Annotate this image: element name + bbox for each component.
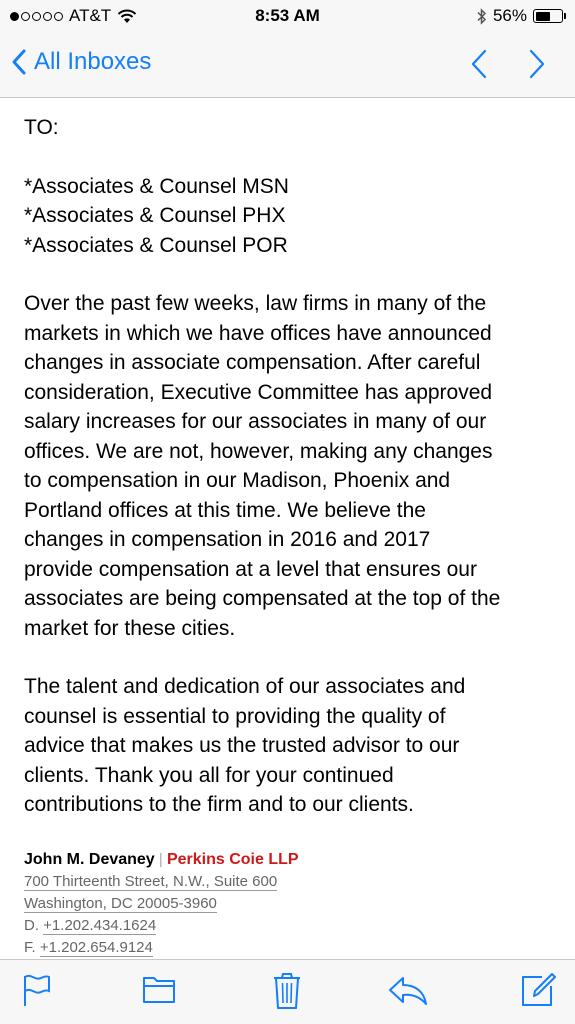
flag-icon bbox=[22, 972, 52, 1008]
reply-button[interactable] bbox=[388, 972, 428, 1013]
battery-level-fill bbox=[536, 12, 550, 21]
body-paragraph-1 bbox=[24, 289, 551, 643]
reply-icon bbox=[388, 972, 428, 1008]
body-line: markets in which we have offices have announced bbox=[24, 321, 492, 345]
body-line: clients. Thank you all for your continued bbox=[24, 763, 394, 787]
signature-header bbox=[24, 849, 551, 871]
body-line: market for these cities. bbox=[24, 616, 236, 640]
chevron-left-icon bbox=[12, 49, 26, 75]
battery-percent: 56% bbox=[492, 6, 527, 25]
back-button[interactable] bbox=[12, 48, 151, 76]
compose-button[interactable] bbox=[520, 972, 556, 1013]
status-bar bbox=[0, 0, 575, 34]
chevron-right-icon bbox=[528, 48, 546, 80]
fax-link[interactable]: F. +1.202.654.9124 bbox=[24, 938, 153, 956]
to-label: TO: bbox=[24, 116, 59, 139]
phone-link[interactable]: D. +1.202.434.1624 bbox=[24, 916, 157, 934]
body-line: salary increases for our associates in many of our bbox=[24, 410, 487, 433]
signature-separator: | bbox=[158, 850, 163, 868]
folder-icon bbox=[142, 972, 176, 1006]
flag-button[interactable] bbox=[22, 972, 52, 1013]
body-paragraph-2 bbox=[24, 672, 551, 820]
chevron-left-icon bbox=[470, 48, 488, 80]
email-signature bbox=[24, 849, 551, 971]
bluetooth-icon bbox=[477, 8, 487, 25]
bottom-toolbar bbox=[0, 959, 575, 1024]
body-line: associates are being compensated at the top of the bbox=[24, 587, 501, 610]
signature-firm: Perkins Coie LLP bbox=[166, 850, 299, 868]
next-message-button[interactable] bbox=[528, 48, 546, 85]
recipient: *Associates & Counsel POR bbox=[24, 233, 288, 257]
recipient: *Associates & Counsel MSN bbox=[24, 174, 289, 198]
trash-button[interactable] bbox=[272, 972, 302, 1015]
body-line: changes in associate compensation. After careful bbox=[24, 351, 481, 374]
email-body[interactable] bbox=[0, 99, 575, 959]
status-time: 8:53 AM bbox=[255, 6, 320, 25]
move-to-folder-button[interactable] bbox=[142, 972, 176, 1011]
body-line: provide compensation at a level that ensures our bbox=[24, 557, 477, 581]
compose-icon bbox=[520, 972, 556, 1008]
body-line: contributions to the firm and to our clients. bbox=[24, 793, 414, 816]
body-line: consideration, Executive Committee has approved bbox=[24, 380, 493, 404]
address-link[interactable]: Washington, DC 20005-3960 bbox=[24, 894, 217, 912]
body-line: to compensation in our Madison, Phoenix and bbox=[24, 469, 451, 492]
previous-message-button[interactable] bbox=[470, 48, 488, 85]
recipient: *Associates & Counsel PHX bbox=[24, 204, 286, 227]
carrier-name: AT&T bbox=[69, 6, 112, 25]
body-line: advice that makes us the trusted advisor to our bbox=[24, 734, 460, 757]
body-line: Over the past few weeks, law firms in many of the bbox=[24, 292, 487, 315]
back-button-label: All Inboxes bbox=[34, 48, 152, 75]
body-line: changes in compensation in 2016 and 2017 bbox=[24, 528, 431, 551]
recipient-list bbox=[24, 172, 551, 261]
battery-icon bbox=[533, 9, 563, 23]
body-line: Portland offices at this time. We believe the bbox=[24, 498, 426, 522]
body-line: The talent and dedication of our associates and bbox=[24, 675, 466, 698]
nav-bar bbox=[0, 34, 575, 98]
body-line: offices. We are not, however, making any changes bbox=[24, 439, 493, 463]
trash-icon bbox=[272, 972, 302, 1010]
status-right-group bbox=[477, 6, 563, 26]
address-link[interactable]: 700 Thirteenth Street, N.W., Suite 600 bbox=[24, 872, 278, 890]
signature-name: John M. Devaney bbox=[24, 850, 155, 868]
body-line: counsel is essential to providing the quality of bbox=[24, 704, 446, 728]
